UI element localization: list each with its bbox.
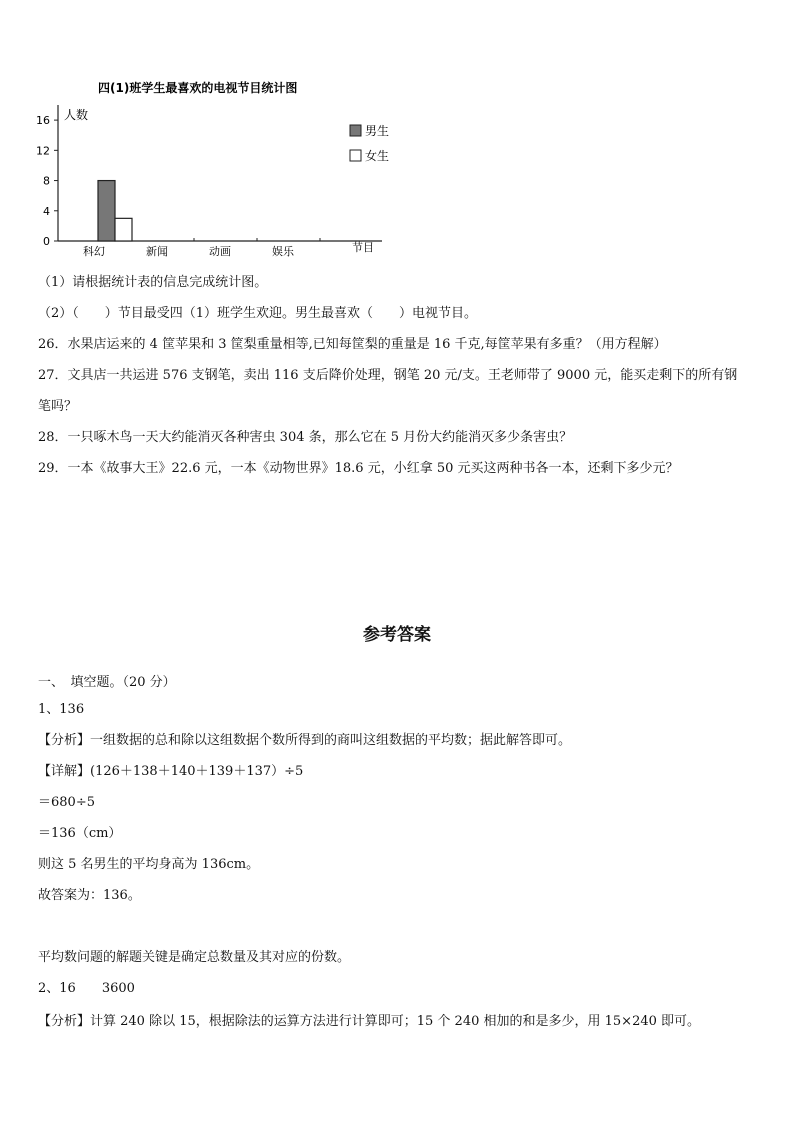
answer-1-conclusion: 则这 5 名男生的平均身高为 136cm。 <box>38 857 260 872</box>
answer-1: 1、136 <box>38 702 85 717</box>
y-axis-label: 人数 <box>64 108 89 122</box>
bars <box>98 181 132 241</box>
legend-label: 女生 <box>365 149 390 163</box>
question-26: 26．水果店运来的 4 筐苹果和 3 筐梨重量相等,已知每筐梨的重量是 16 千克,每筐苹果有多重？（用方程解） <box>38 337 667 352</box>
legend-swatch <box>350 150 361 161</box>
bar-chart <box>30 75 400 260</box>
y-tick-label: 12 <box>36 144 50 158</box>
question-2: （2）（ ）节目最受四（1）班学生欢迎。男生最喜欢（ ）电视节目。 <box>38 306 478 321</box>
x-category-label: 新闻 <box>146 245 168 258</box>
question-29: 29．一本《故事大王》22.6 元，一本《动物世界》18.6 元，小红拿 50 元买这两种书各一本，还剩下多少元？ <box>38 461 679 476</box>
y-tick-label: 0 <box>43 235 50 248</box>
x-category-label: 娱乐 <box>272 245 294 258</box>
answer-1-step-1: ＝680÷5 <box>38 795 95 810</box>
answers-title: 参考答案 <box>363 625 431 645</box>
legend <box>350 123 389 163</box>
answer-1-analysis: 【分析】一组数据的总和除以这组数据个数所得到的商叫这组数据的平均数；据此解答即可。 <box>38 733 572 748</box>
question-27: 27．文具店一共运进 576 支钢笔，卖出 116 支后降价处理，钢笔 20 元/支。王老师带了 9000 元，能买走剩下的所有钢 <box>38 368 738 383</box>
question-27-cont: 笔吗？ <box>38 399 78 414</box>
answer-1-step-2: ＝136（cm） <box>38 826 122 841</box>
answer-2-analysis: 【分析】计算 240 除以 15，根据除法的运算方法进行计算即可；15 个 240 相加的和是多少，用 15×240 即可。 <box>38 1014 701 1029</box>
answer-2: 2、16 3600 <box>38 981 135 996</box>
answer-1-detail: 【详解】(126＋138＋140＋139＋137）÷5 <box>38 764 304 779</box>
answer-1-final: 故答案为：136。 <box>38 888 141 903</box>
x-category-label: 动画 <box>209 245 231 258</box>
question-1: （1）请根据统计表的信息完成统计图。 <box>38 275 268 290</box>
legend-swatch <box>350 125 361 136</box>
answer-1-note: 平均数问题的解题关键是确定总数量及其对应的份数。 <box>38 950 351 965</box>
x-axis-label: 节目 <box>352 241 374 254</box>
chart-title: 四(1)班学生最喜欢的电视节目统计图 <box>98 81 298 95</box>
y-tick-label: 8 <box>43 174 50 188</box>
y-ticks <box>36 114 58 248</box>
question-28: 28．一只啄木鸟一天大约能消灭各种害虫 304 条，那么它在 5 月份大约能消灭多少条害虫？ <box>38 430 573 445</box>
bar-女生 <box>115 218 132 241</box>
bar-男生 <box>98 181 115 241</box>
y-tick-label: 16 <box>36 114 50 128</box>
legend-label: 男生 <box>365 124 390 138</box>
section-1-heading: 一、 填空题。（20 分） <box>38 675 176 690</box>
y-tick-label: 4 <box>43 204 50 218</box>
chart-svg <box>30 75 400 260</box>
x-category-label: 科幻 <box>83 245 105 258</box>
